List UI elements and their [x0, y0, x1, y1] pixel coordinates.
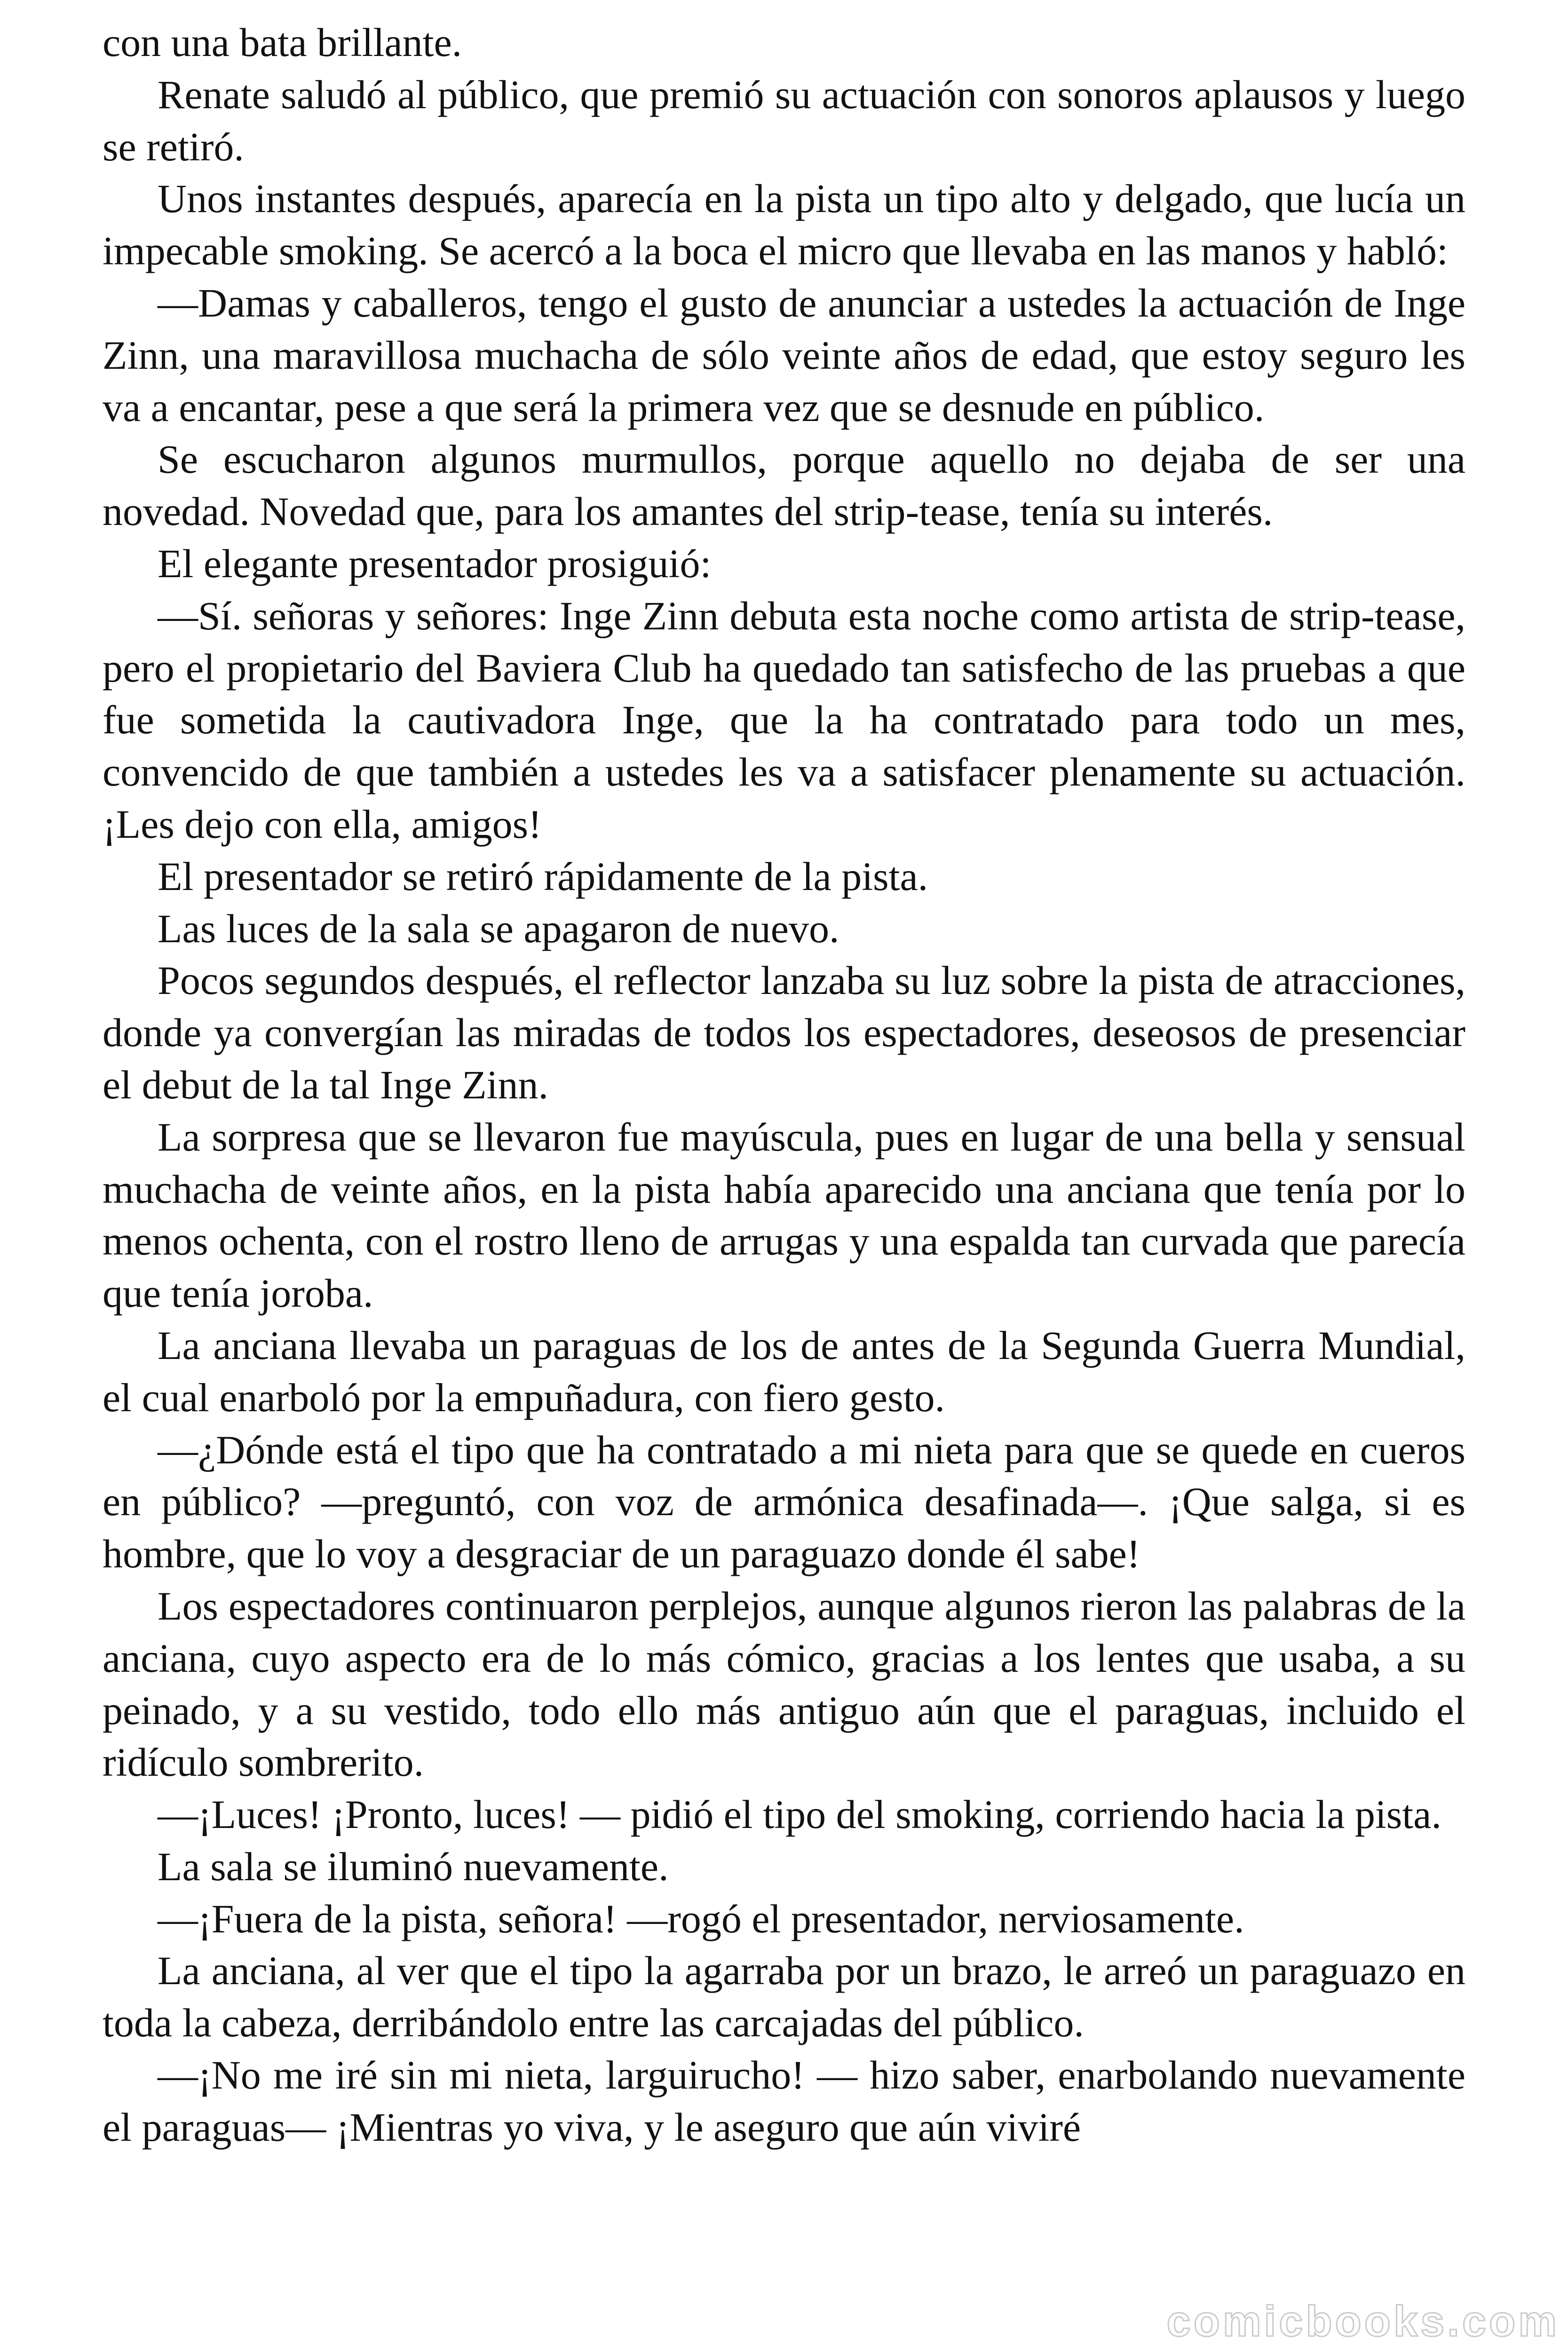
paragraph: —¡Fuera de la pista, señora! —rogó el presentador, nerviosamente.	[158, 1896, 1244, 1941]
paragraph: Unos instantes después, aparecía en la pista un tipo alto y delgado, que lucía un impecable smoking. Se acercó a la boca el micro que llevaba en las manos y habló:	[103, 176, 1465, 274]
paragraph: La anciana llevaba un paraguas de los de antes de la Segunda Guerra Mundial, el cual enarboló por la empuñadura, con fiero gesto.	[103, 1322, 1465, 1420]
paragraph: Los espectadores continuaron perplejos, aunque algunos rieron las palabras de la anciana, cuyo aspecto era de lo más cómico, gracias a los lentes que usaba, a su peinado, y a su vestido, todo ello más antiguo aún que el paraguas, incluido el ridículo sombrerito.	[103, 1583, 1465, 1785]
paragraph: La sorpresa que se llevaron fue mayúscula, pues en lugar de una bella y sensual muchacha de veinte años, en la pista había aparecido una anciana que tenía por lo menos ochenta, con el rostro lleno de arrugas y una espalda tan curvada que parecía que tenía joroba.	[103, 1114, 1465, 1316]
text-column	[103, 16, 1465, 2153]
paragraph: Renate saludó al público, que premió su actuación con sonoros aplausos y luego se retiró.	[103, 72, 1465, 169]
paragraph: Las luces de la sala se apagaron de nuevo.	[158, 906, 839, 951]
paragraph: —¡No me iré sin mi nieta, larguirucho! — hizo saber, enarbolando nuevamente el paraguas— ¡Mientras yo viva, y le aseguro que aún viviré	[103, 2052, 1465, 2150]
paragraph: con una bata brillante.	[103, 20, 462, 65]
paragraph: Se escucharon algunos murmullos, porque aquello no dejaba de ser una novedad. Novedad que, para los amantes del strip-tease, tenía su interés.	[103, 437, 1465, 534]
paragraph: —Sí. señoras y señores: Inge Zinn debuta esta noche como artista de strip-tease, pero el propietario del Baviera Club ha quedado tan satisfecho de las pruebas a que fue sometida la cautivadora Inge, que la ha contratado para todo un mes, convencido de que también a ustedes les va a satisfacer plenamente su actuación. ¡Les dejo con ella, amigos!	[103, 593, 1465, 847]
paragraph: —Damas y caballeros, tengo el gusto de anunciar a ustedes la actuación de Inge Zinn, una maravillosa muchacha de sólo veinte años de edad, que estoy seguro les va a encantar, pese a que será la primera vez que se desnude en público.	[103, 280, 1465, 430]
paragraph: La anciana, al ver que el tipo la agarraba por un brazo, le arreó un paraguazo en toda la cabeza, derribándolo entre las carcajadas del público.	[103, 1948, 1465, 2046]
paragraph: La sala se iluminó nuevamente.	[158, 1843, 669, 1889]
paragraph: Pocos segundos después, el reflector lanzaba su luz sobre la pista de atracciones, donde ya convergían las miradas de todos los espectadores, deseosos de presenciar el debut de la tal Inge Zinn.	[103, 958, 1465, 1107]
paragraph: El elegante presentador prosiguió:	[158, 540, 712, 586]
watermark: comicbooks.com	[1166, 2297, 1560, 2345]
paragraph: El presentador se retiró rápidamente de la pista.	[158, 853, 928, 899]
paragraph: —¿Dónde está el tipo que ha contratado a mi nieta para que se quede en cueros en público? —preguntó, con voz de armónica desafinada—. ¡Que salga, si es hombre, que lo voy a desgraciar de un paraguazo donde él sabe!	[103, 1427, 1465, 1577]
paragraph: —¡Luces! ¡Pronto, luces! — pidió el tipo del smoking, corriendo hacia la pista.	[158, 1792, 1441, 1837]
book-page	[103, 0, 1465, 2352]
